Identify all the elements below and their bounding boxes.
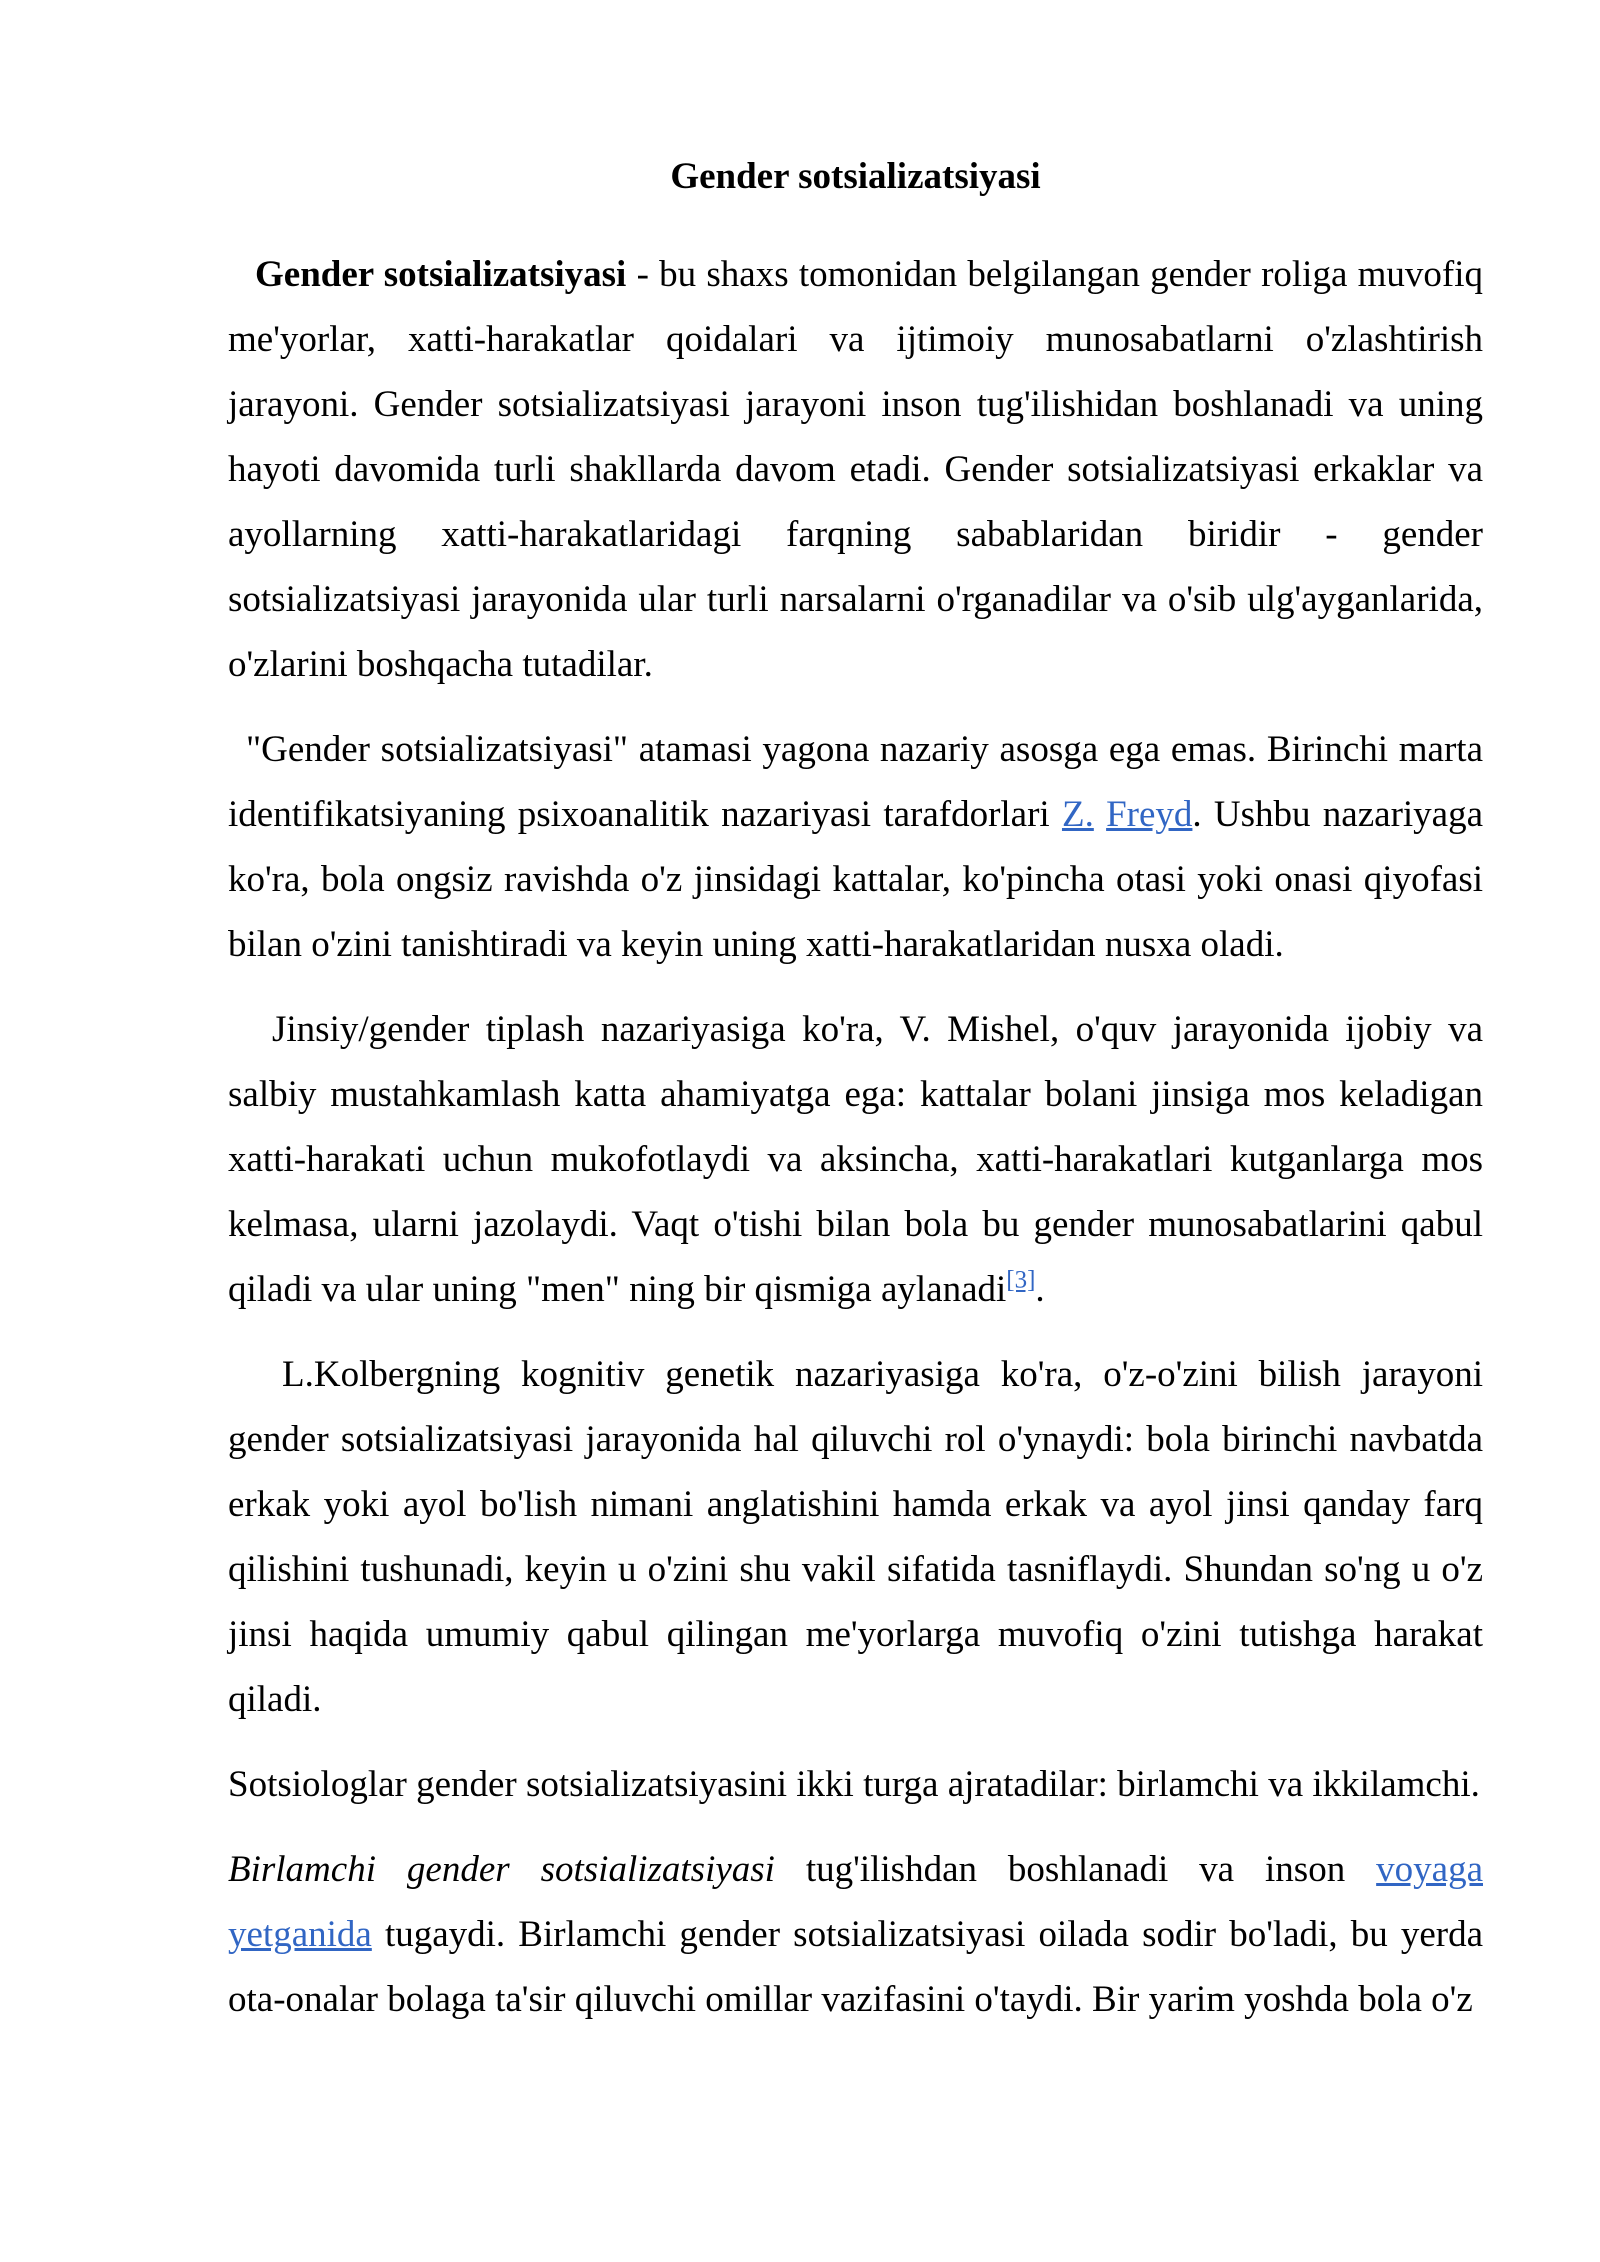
paragraph-two-types: Sotsiologlar gender sotsializatsiyasini ikki turga ajratadilar: birlamchi va ikkilamchi. bbox=[228, 1764, 1480, 1805]
footnote-3-link[interactable]: [3] bbox=[1006, 1266, 1036, 1294]
link-z[interactable]: Z. bbox=[1061, 794, 1094, 835]
link-voyaga-yetganida[interactable]: voyaga yetganida bbox=[228, 1849, 1483, 1955]
paragraph-freyd-theory: "Gender sotsializatsiyasi" atamasi yagona nazariy asosga ega emas. Birinchi marta identifikatsiyaning psixoanalitik nazariyasi tarafdorlari Z. Freyd. Ushbu nazariyaga ko'ra, bola ongsiz ravishda o'z jinsidagi kattalar, ko'pincha otasi yoki onasi qiyofasi bilan o'zini tanishtiradi va keyin uning xatti-harakatlaridan nusxa oladi. bbox=[228, 729, 1484, 965]
document-title: Gender sotsializatsiyasi bbox=[670, 156, 1041, 197]
link-freyd[interactable]: Freyd bbox=[1106, 794, 1193, 835]
paragraph-mishel-theory: Jinsiy/gender tiplash nazariyasiga ko'ra, V. Mishel, o'quv jarayonida ijobiy va salbiy mustahkamlash katta ahamiyatga ega: kattalar bolani jinsiga mos keladigan xatti-harakati uchun mukofotlaydi va aksincha, xatti-harakatlari kutganlarga mos kelmasa, ularni jazolaydi. Vaqt o'tishi bilan bola bu gender munosabatlarini qabul qiladi va ular uning "men" ning bir qismiga aylanadi[3]. bbox=[228, 1009, 1483, 1310]
paragraph-primary-socialization: Birlamchi gender sotsializatsiyasi tug'ilishdan boshlanadi va inson voyaga yetganida tugaydi. Birlamchi gender sotsializatsiyasi oilada sodir bo'ladi, bu yerda ota-onalar bolaga ta'sir qiluvchi omillar vazifasini o'taydi. Bir yarim yoshda bola o'z bbox=[228, 1849, 1483, 2020]
paragraph-definition: Gender sotsializatsiyasi - bu shaxs tomonidan belgilangan gender roliga muvofiq me'yorlar, xatti-harakatlar qoidalari va ijtimoiy munosabatlarni o'zlashtirish jarayoni. Gender sotsializatsiyasi jarayoni inson tug'ilishidan boshlanadi va uning hayoti davomida turli shakllarda davom etadi. Gender sotsializatsiyasi erkaklar va ayollarning xatti-harakatlaridagi farqning sabablaridan biridir - gender sotsializatsiyasi jarayonida ular turli narsalarni o'rganadilar va o'sib ulg'ayganlarida, o'zlarini boshqacha tutadilar. bbox=[228, 254, 1484, 685]
paragraph-kolberg-theory: L.Kolbergning kognitiv genetik nazariyasiga ko'ra, o'z-o'zini bilish jarayoni gender sotsializatsiyasi jarayonida hal qiluvchi rol o'ynaydi: bola birinchi navbatda erkak yoki ayol bo'lish nimani anglatishini hamda erkak va ayol jinsi qanday farq qilishini tushunadi, keyin u o'zini shu vakil sifatida tasniflaydi. Shundan so'ng u o'z jinsi haqida umumiy qabul qilingan me'yorlarga muvofiq o'zini tutishga harakat qiladi. bbox=[228, 1354, 1483, 1720]
